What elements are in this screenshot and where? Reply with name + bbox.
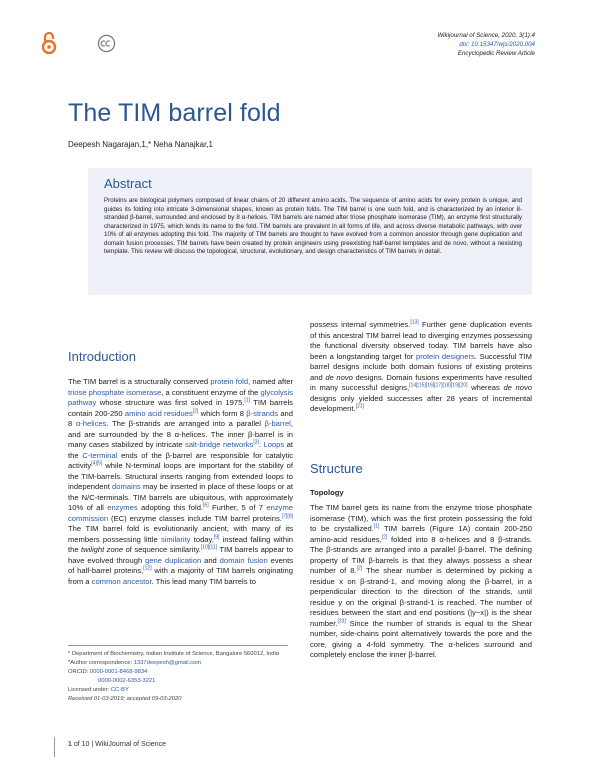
abstract-heading: Abstract [104, 176, 152, 191]
text: Further, 5 of 7 [208, 503, 267, 512]
citation[interactable]: [1] [244, 397, 250, 404]
link-c-terminal[interactable]: C-terminal [82, 450, 118, 460]
text: . [258, 440, 264, 449]
text: of sequence similarity. [123, 545, 201, 554]
page-total: 10 [81, 741, 90, 748]
citation[interactable]: [2] [356, 565, 363, 572]
link-loops[interactable]: Loops [263, 440, 285, 449]
label: *Author correspondence: [68, 660, 134, 666]
text: TIM barrels appear to have evolved through [68, 545, 293, 565]
text: with a majority of TIM barrels originating from a [68, 566, 293, 586]
text: at the [68, 440, 293, 460]
text: . The β-strands are arranged into a parallel [106, 419, 265, 428]
text: may be inserted in place of these loops or at the N/C-terminals. TIM barrels are ubiquitous, with approximately 10% of all [68, 482, 293, 512]
link-gene-duplication[interactable]: gene duplication [145, 555, 202, 565]
introduction-paragraph-continued [310, 320, 532, 415]
text: instead falling within the [68, 534, 293, 554]
link-protein-fold[interactable]: protein fold [210, 377, 249, 386]
text: . This lead many TIM barrels to [151, 576, 256, 586]
citation[interactable]: [21] [355, 403, 364, 410]
text: (EC) enzyme classes include TIM barrel proteins. [108, 513, 282, 523]
affiliation: * Department of Biochemistry, Indian Institute of Science, Bangalore 560012, India [68, 651, 279, 657]
link-triose-phosphate-isomerase[interactable]: triose phosphate isomerase [68, 387, 162, 397]
citation[interactable]: [7][8] [281, 512, 293, 519]
footnote-divider [68, 645, 288, 646]
text: The TIM barrel is a structurally conserved [68, 377, 211, 386]
topology-paragraph [310, 503, 532, 661]
text: Since the number of strands is equal to the Shear number, side-chains point alternatively towards the pore and the core, giving a 4-fold symmetry. The α-helices surround and completely enclose the inner β-barrel. [310, 618, 532, 659]
citation[interactable]: [6] [203, 502, 209, 509]
topology-subheading: Topology [310, 488, 344, 497]
footer-journal: WikiJournal of Science [95, 741, 166, 748]
text: TIM barrels (Figure 1A) contain 200-250 amino-acid residues, [310, 524, 532, 544]
link-enzyme-commission[interactable]: enzyme commission [68, 503, 293, 523]
text: Further gene duplication events of this ancestral TIM barrel lead to diverging enzymes possessing the functional diversity observed today. TIM barrels have also been a longstanding target for [310, 320, 532, 361]
text: and [201, 555, 220, 565]
link-glycolysis-pathway[interactable]: glycolysis pathway [68, 387, 293, 407]
citation[interactable]: [3] [253, 439, 259, 446]
emphasis: twilight zone [81, 545, 124, 554]
text: The shear number is determined by picking a residue x on β-strand-1, and moving along the β-barrel, in a perpendicular direction to the direction of the strands, until residue y on the original β-strand-1 is reached. The number of residues between the start and end positions (|y−x|) is the shear number. [310, 566, 532, 628]
license-line [68, 686, 293, 695]
link-enzymes[interactable]: enzymes [107, 503, 138, 512]
citation[interactable]: [13] [410, 319, 419, 326]
link-domains[interactable]: domains [112, 482, 141, 491]
author-correspondence [68, 659, 293, 668]
footer-rule [54, 737, 55, 757]
text: whereas [467, 383, 504, 392]
authors: Deepesh Nagarajan,1,* Neha Nanajkar,1 [68, 140, 213, 149]
text: The TIM barrel gets its name from the enzyme triose phosphate isomerase (TIM), which was the first protein possessing the fold to be crystallized. [310, 503, 532, 533]
open-access-icon [39, 31, 59, 55]
citation[interactable]: [2] [192, 407, 199, 414]
page-title: The TIM barrel fold [68, 99, 281, 127]
emphasis: de novo [325, 372, 353, 382]
introduction-heading: Introduction [68, 349, 136, 364]
citation[interactable]: [1] [373, 523, 380, 530]
text: , named after [248, 377, 294, 386]
citation[interactable]: [10][11] [200, 544, 218, 551]
orcid-link-1[interactable]: 0000-0001-8468-9834 [89, 669, 148, 675]
citation[interactable]: [12] [143, 565, 152, 572]
label: Licensed under: [68, 687, 111, 693]
text: designs. Domain fusions experiments have resulted in many successful designs, [310, 372, 533, 392]
text: folded into 8 α-helices and 8 β-strands. The β-strands are arranged into a parallel β-barrel. The defining property of TIM β-barrels is that they always possess a shear number of 8. [310, 534, 532, 575]
text: whose structure was first solved in 1975. [96, 398, 245, 407]
text: TIM barrels contain 200-250 [68, 398, 293, 418]
emphasis: de novo [503, 383, 532, 392]
separator: | [89, 741, 96, 748]
citation[interactable]: [23] [337, 617, 346, 624]
citation[interactable]: [9] [213, 533, 220, 540]
citation[interactable]: [4][5] [91, 460, 103, 467]
author-email-link[interactable]: 1337deepesh@gmail.com [133, 660, 202, 666]
orcid-line-2 [68, 677, 293, 686]
link-domain-fusion[interactable]: domain fusion [219, 555, 268, 565]
text: and 8 [68, 408, 294, 428]
text: which form 8 [198, 408, 247, 418]
link-beta-barrel[interactable]: β-barrel [264, 419, 291, 428]
text: , a constituent enzyme of the [161, 387, 261, 397]
text: ends of the β-barrel are responsible for catalytic activity [68, 450, 293, 470]
orcid-link-2[interactable]: 0000-0002-6353-3221 [98, 678, 156, 684]
article-type: Encyclopedic Review Article [457, 50, 535, 57]
text: The TIM barrel fold is evolutionarily ancient, with many of its members possessing little [68, 524, 293, 544]
page-current: 1 [68, 741, 72, 748]
creative-commons-icon [97, 34, 116, 53]
footnotes [68, 650, 293, 704]
link-similarity[interactable]: similarity [160, 534, 191, 544]
link-alpha-helices[interactable]: α-helices [75, 419, 107, 428]
link-salt-bridge-networks[interactable]: salt-bridge networks [185, 440, 254, 449]
text: adopting this fold. [137, 503, 204, 512]
journal-meta [437, 31, 535, 58]
license-link[interactable]: CC-BY [110, 687, 129, 693]
orcid-line [68, 668, 293, 677]
introduction-paragraph [68, 377, 293, 587]
link-protein-designers[interactable]: protein designers [415, 351, 475, 361]
text: possess internal symmetries. [310, 320, 411, 329]
text: events of half-barrel proteins, [68, 555, 294, 575]
text: designs only yielded successes after 28 years of incremental development. [310, 393, 532, 413]
citation[interactable]: [14][15][16][17][18][19][20] [409, 382, 468, 389]
link-common-ancestor[interactable]: common ancestor [91, 576, 152, 586]
text: . Successful TIM barrel designs include both domain fusions of existing proteins and [310, 351, 532, 382]
text: while N-terminal loops are important for the stability of the TIM-barrels. Structural inserts ranging from extended loops to independent [68, 461, 293, 491]
link-amino-acid-residues[interactable]: amino acid residues [124, 408, 193, 418]
doi-link[interactable]: doi: 10.15347/wjs/2020.004 [459, 41, 535, 48]
journal-citation: Wikijournal of Science, 2020, 3(1):4 [437, 32, 535, 39]
label: ORCID: [68, 669, 90, 675]
text: of [71, 741, 82, 748]
text: , and are surrounded by the 8 α-helices. The inner β-barrel is in many cases stabilized by intricate [68, 419, 293, 449]
abstract-text: Proteins are biological polymers composed of linear chains of 20 different amino acids. The sequence of amino acids for every protein is unique, and guides its folding into intricate 3-dimensional shapes, known as protein folds. The TIM barrel is one such fold, and is characterized by an interior 8-stranded β-barrel, surrounded and enclosed by 8 α-helices. TIM barrels are named after triose phosphate isomerase (TIM), an enzyme first structurally characterized in 1975, which lends its name to the fold. TIM barrels are prevalent in all forms of life, and across diverse metabolic pathways, with over 10% of all enzymes adopting this fold. The majority of TIM barrels are thought to have evolved from a common ancestor through gene duplication and domain fusion processes. TIM barrels have been created by protein engineers using preexisting half-barrel templates and de novo, without a nexisting template. This review will discuss the topological, structural, evolutionary, and design characteristics of TIM barrels in detail. [104, 197, 522, 255]
link-beta-strands[interactable]: β-strands [246, 408, 279, 418]
structure-heading: Structure [310, 461, 363, 476]
citation[interactable]: [2] [381, 533, 388, 540]
received-date: Received 01-03-2019; accepted 09-03-2020 [68, 696, 182, 702]
text: today, [190, 534, 214, 544]
page-footer [68, 741, 166, 748]
